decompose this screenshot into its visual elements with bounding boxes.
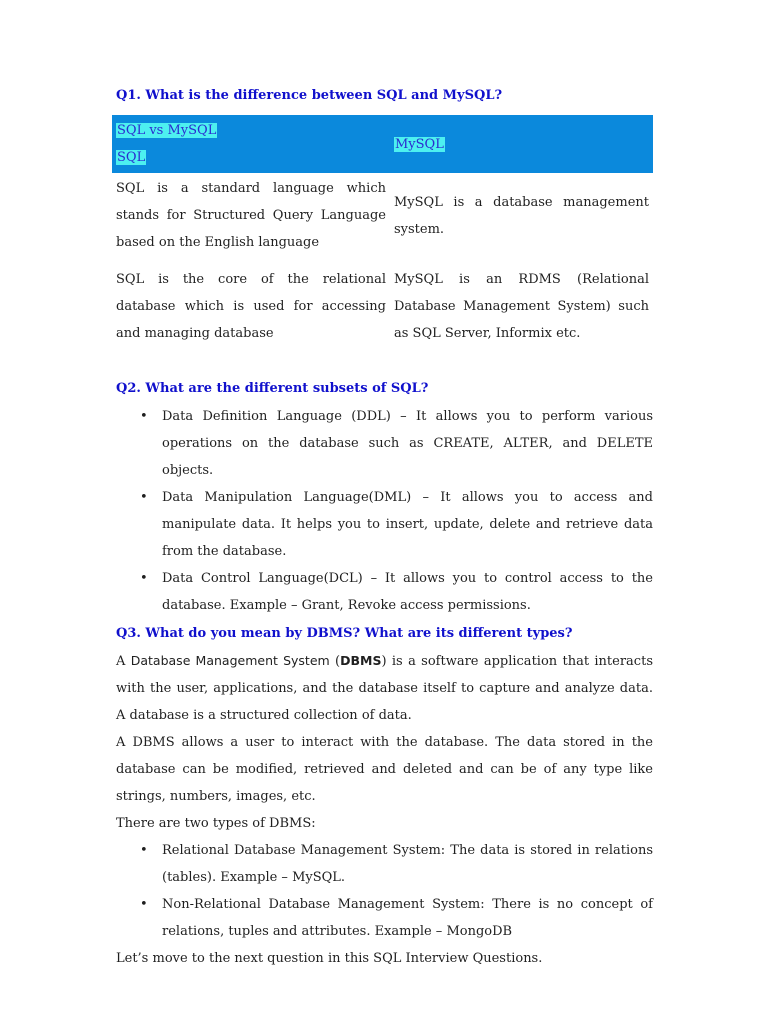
table-row [112, 264, 653, 355]
dbms-definition-paragraph [116, 647, 653, 729]
para1-rest: ) is a software application that interacts with the user, applications, and the database itself to capture and analyze data. A database is a structured collection of data. [116, 654, 653, 723]
list-item: • Data Manipulation Language(DML) – It allows you to access and manipulate data. It helps you to insert, update, delete and retrieve data from the database. [162, 484, 653, 565]
table-cell-mysql: MySQL is an RDMS (Relational Database Management System) such as SQL Server, Informix etc. [394, 272, 649, 341]
dbms-types-list [116, 837, 653, 945]
header-left-cell [112, 115, 390, 173]
dbms-abbr: DBMS [340, 653, 382, 668]
header-left-line2: SQL [117, 150, 146, 165]
document-content [116, 86, 653, 972]
header-right-cell [390, 115, 653, 173]
header-left-line1: SQL vs MySQL [117, 123, 217, 138]
list-item: • Data Definition Language (DDL) – It allows you to perform various operations on the database such as CREATE, ALTER, and DELETE objects. [162, 403, 653, 484]
list-item: • Non-Relational Database Management System: There is no concept of relations, tuples and attributes. Example – MongoDB [162, 891, 653, 945]
table-cell-sql: SQL is the core of the relational database which is used for accessing and managing database [116, 272, 386, 341]
q1-heading: Q1. What is the difference between SQL and MySQL? [116, 88, 503, 103]
table-row [112, 173, 653, 264]
q2-heading: Q2. What are the different subsets of SQL? [116, 381, 429, 396]
list-item: • Relational Database Management System: The data is stored in relations (tables). Example – MySQL. [162, 837, 653, 891]
table-cell-sql: SQL is a standard language which stands for Structured Query Language based on the English language [116, 181, 386, 250]
header-right-label: MySQL [395, 136, 444, 152]
table-cell-mysql: MySQL is a database management system. [394, 194, 649, 237]
para1-open: ( [329, 654, 341, 669]
q3-heading: Q3. What do you mean by DBMS? What are its different types? [116, 626, 573, 641]
dbms-term: Database Management System [130, 653, 330, 668]
list-item: • Data Control Language(DCL) – It allows you to control access to the database. Example – Grant, Revoke access permissions. [162, 565, 653, 619]
dbms-types-intro: There are two types of DBMS: [116, 816, 316, 831]
sql-subsets-list [116, 403, 653, 619]
closing-paragraph: Let’s move to the next question in this SQL Interview Questions. [116, 951, 543, 966]
para1-prefix: A [116, 654, 131, 669]
table-header-row [112, 115, 653, 173]
sql-vs-mysql-table [112, 115, 653, 355]
dbms-usage-paragraph: A DBMS allows a user to interact with the database. The data stored in the database can be modified, retrieved and deleted and can be of any type like strings, numbers, images, etc. [116, 735, 653, 804]
